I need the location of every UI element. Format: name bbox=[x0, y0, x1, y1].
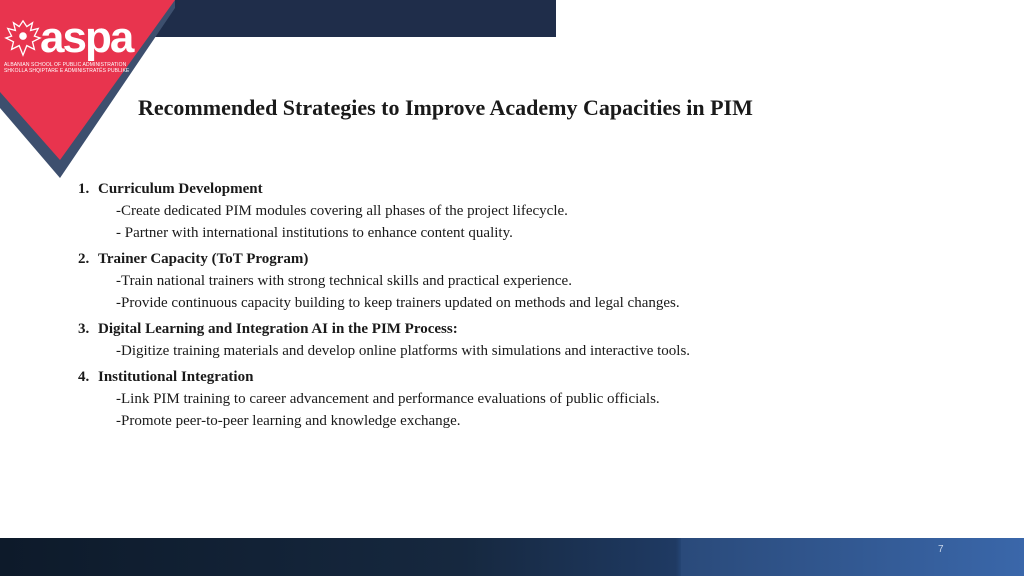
list-item bbox=[78, 318, 958, 362]
list-item bbox=[78, 366, 958, 432]
item-heading: Curriculum Development bbox=[98, 181, 263, 197]
page-title: Recommended Strategies to Improve Academy Capacities in PIM bbox=[138, 95, 753, 120]
item-point: -Link PIM training to career advancement and performance evaluations of public officials. bbox=[116, 391, 660, 407]
item-number: 2. bbox=[78, 251, 90, 267]
logo-subtitle bbox=[4, 62, 130, 74]
list-item bbox=[78, 248, 958, 314]
item-heading: Institutional Integration bbox=[98, 369, 254, 385]
logo-brand-text: aspa bbox=[40, 13, 133, 62]
item-number: 4. bbox=[78, 369, 90, 385]
footer-accent-panel bbox=[681, 538, 1024, 576]
header-navy-bar bbox=[150, 0, 556, 37]
strategy-list bbox=[78, 178, 958, 436]
item-number: 3. bbox=[78, 321, 90, 337]
page-number: 7 bbox=[938, 544, 944, 555]
item-point: -Digitize training materials and develop online platforms with simulations and interactive tools. bbox=[116, 343, 691, 359]
eagle-emblem-icon bbox=[4, 16, 42, 60]
logo-subtitle-line1: ALBANIAN SCHOOL OF PUBLIC ADMINISTRATION bbox=[4, 62, 127, 68]
item-heading: Trainer Capacity (ToT Program) bbox=[98, 251, 309, 267]
item-point: -Promote peer-to-peer learning and knowledge exchange. bbox=[116, 413, 461, 429]
item-point: -Provide continuous capacity building to keep trainers updated on methods and legal changes. bbox=[116, 295, 680, 311]
list-item bbox=[78, 178, 958, 244]
item-number: 1. bbox=[78, 181, 90, 197]
aspa-logo bbox=[0, 10, 133, 80]
item-point: - Partner with international institutions to enhance content quality. bbox=[116, 225, 513, 241]
logo-subtitle-line2: SHKOLLA SHQIPTARE E ADMINISTRATËS PUBLIKE bbox=[4, 68, 130, 74]
item-point: -Create dedicated PIM modules covering all phases of the project lifecycle. bbox=[116, 203, 568, 219]
item-heading: Digital Learning and Integration AI in the PIM Process: bbox=[98, 321, 458, 337]
item-point: -Train national trainers with strong technical skills and practical experience. bbox=[116, 273, 572, 289]
